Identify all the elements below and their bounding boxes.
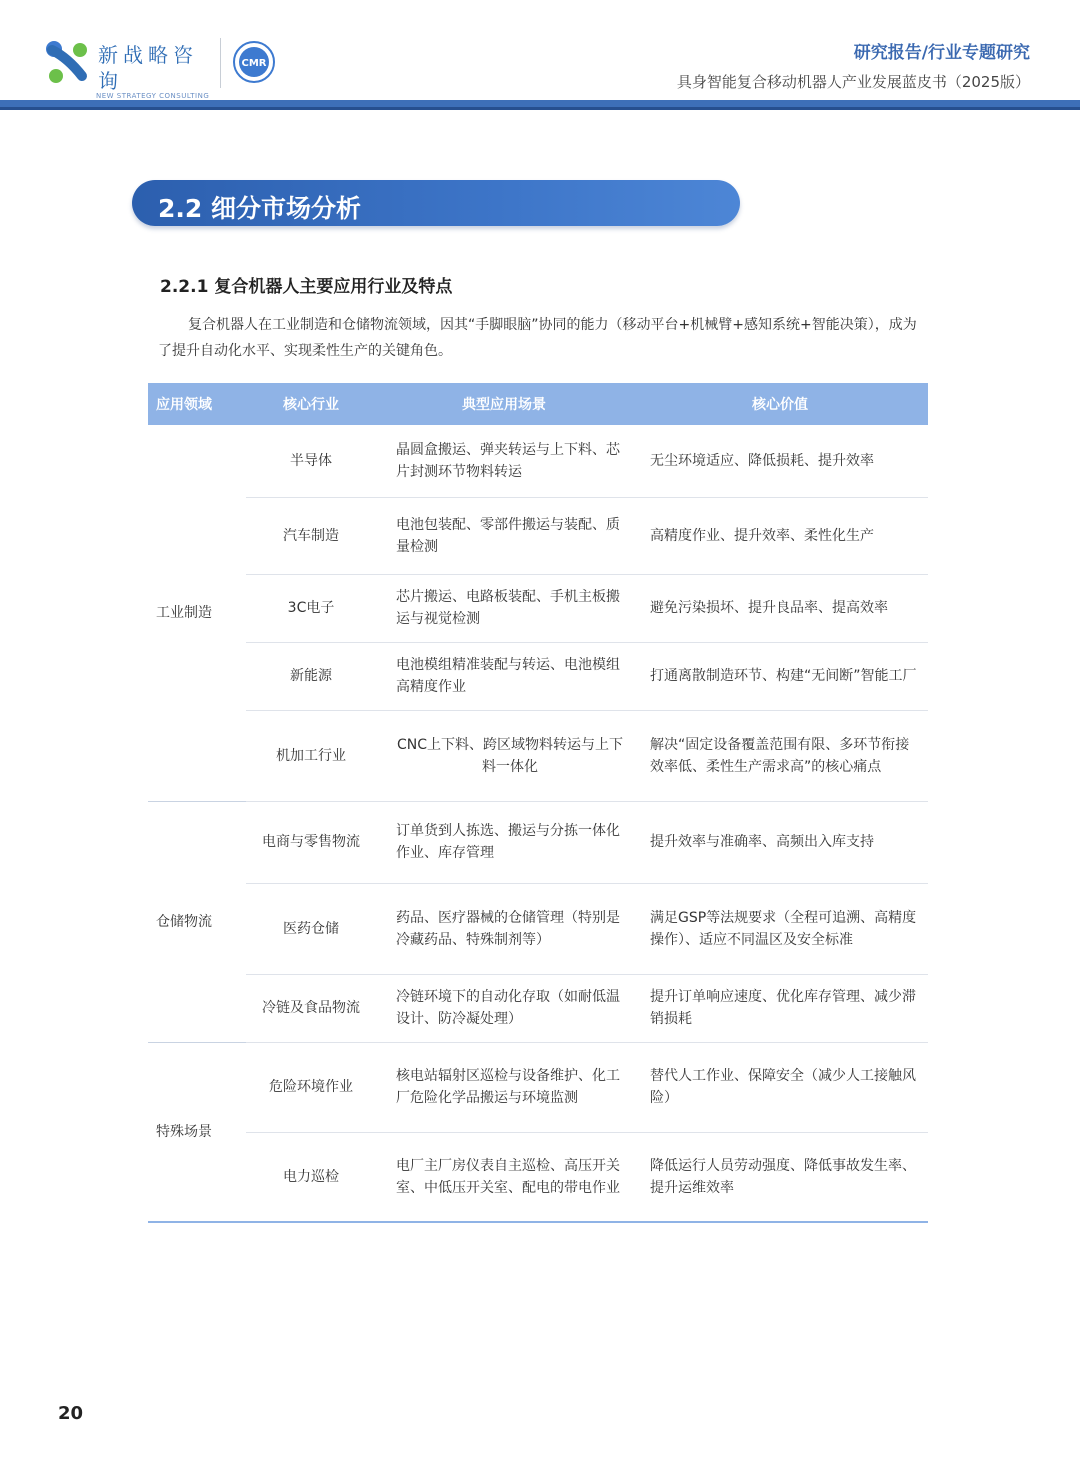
table-row [148, 710, 928, 801]
scene-cell: 电厂主厂房仪表自主巡检、高压开关室、中低压开关室、配电的带电作业 [376, 1132, 632, 1222]
industry-cell: 电商与零售物流 [246, 801, 376, 883]
value-cell: 替代人工作业、保障安全（减少人工接触风险） [632, 1042, 928, 1132]
industry-cell: 新能源 [246, 642, 376, 710]
report-subtitle: 具身智能复合移动机器人产业发展蓝皮书（2025版） [676, 73, 1030, 91]
header-scene: 典型应用场景 [376, 383, 632, 425]
scene-cell: 核电站辐射区巡检与设备维护、化工厂危险化学品搬运与环境监测 [376, 1042, 632, 1132]
header-domain: 应用领域 [148, 383, 246, 425]
value-cell: 无尘环境适应、降低损耗、提升效率 [632, 425, 928, 497]
logo-chinese-name: 新战略咨询 [98, 43, 198, 93]
industry-cell: 汽车制造 [246, 497, 376, 574]
industry-cell: 机加工行业 [246, 710, 376, 801]
value-cell: 解决“固定设备覆盖范围有限、多环节衔接效率低、柔性生产需求高”的核心痛点 [632, 710, 928, 801]
value-cell: 提升订单响应速度、优化库存管理、减少滞销损耗 [632, 974, 928, 1042]
table-row [148, 974, 928, 1042]
intro-paragraph: 复合机器人在工业制造和仓储物流领域，因其“手脚眼脑”协同的能力（移动平台+机械臂+感知系统+智能决策），成为了提升自动化水平、实现柔性生产的关键角色。 [158, 317, 917, 359]
header-divider [220, 38, 221, 88]
value-cell: 高精度作业、提升效率、柔性化生产 [632, 497, 928, 574]
header-industry: 核心行业 [246, 383, 376, 425]
table-row [148, 883, 928, 974]
value-cell: 打通离散制造环节、构建“无间断”智能工厂 [632, 642, 928, 710]
table-row [148, 642, 928, 710]
cmr-badge-icon [232, 40, 276, 84]
industry-cell: 3C电子 [246, 574, 376, 642]
scene-cell: 订单货到人拣选、搬运与分拣一体化作业、库存管理 [376, 801, 632, 883]
value-cell: 满足GSP等法规要求（全程可追溯、高精度操作）、适应不同温区及安全标准 [632, 883, 928, 974]
scene-cell: 晶圆盒搬运、弹夹转运与上下料、芯片封测环节物料转运 [376, 425, 632, 497]
value-cell: 提升效率与准确率、高频出入库支持 [632, 801, 928, 883]
scene-cell: 冷链环境下的自动化存取（如耐低温设计、防冷凝处理） [376, 974, 632, 1042]
value-cell: 避免污染损坏、提升良品率、提高效率 [632, 574, 928, 642]
table-row [148, 574, 928, 642]
subsection-title: 2.2.1 复合机器人主要应用行业及特点 [160, 277, 453, 297]
cmr-badge-text: CMR [241, 58, 267, 69]
industry-cell: 危险环境作业 [246, 1042, 376, 1132]
scene-cell: 电池模组精准装配与转运、电池模组高精度作业 [376, 642, 632, 710]
scene-cell: CNC上下料、跨区域物料转运与上下料一体化 [376, 710, 632, 801]
table-row [148, 425, 928, 497]
table-row [148, 497, 928, 574]
scene-cell: 药品、医疗器械的仓储管理（特别是冷藏药品、特殊制剂等） [376, 883, 632, 974]
industry-cell: 电力巡检 [246, 1132, 376, 1222]
value-cell: 降低运行人员劳动强度、降低事故发生率、提升运维效率 [632, 1132, 928, 1222]
page-number: 20 [58, 1403, 84, 1424]
report-category: 研究报告/行业专题研究 [853, 43, 1030, 63]
industry-cell: 医药仓储 [246, 883, 376, 974]
header-value: 核心价值 [632, 383, 928, 425]
table-header-row [148, 383, 928, 425]
page-header [0, 0, 1080, 112]
logo-english-name: NEW STRATEGY CONSULTING [96, 92, 210, 100]
domain-special: 特殊场景 [148, 1042, 246, 1222]
domain-warehouse: 仓储物流 [148, 801, 246, 1042]
industry-cell: 冷链及食品物流 [246, 974, 376, 1042]
scene-cell: 电池包装配、零部件搬运与装配、质量检测 [376, 497, 632, 574]
application-table [148, 383, 928, 1223]
company-logo-icon [44, 40, 92, 86]
scene-cell: 芯片搬运、电路板装配、手机主板搬运与视觉检测 [376, 574, 632, 642]
header-right [677, 38, 1030, 92]
header-bar-accent [0, 107, 1080, 110]
table-row [148, 1132, 928, 1222]
domain-industrial: 工业制造 [148, 425, 246, 801]
section-title: 2.2 细分市场分析 [158, 194, 361, 223]
table-row [148, 1042, 928, 1132]
section-heading [132, 180, 740, 226]
industry-cell: 半导体 [246, 425, 376, 497]
table-row [148, 801, 928, 883]
